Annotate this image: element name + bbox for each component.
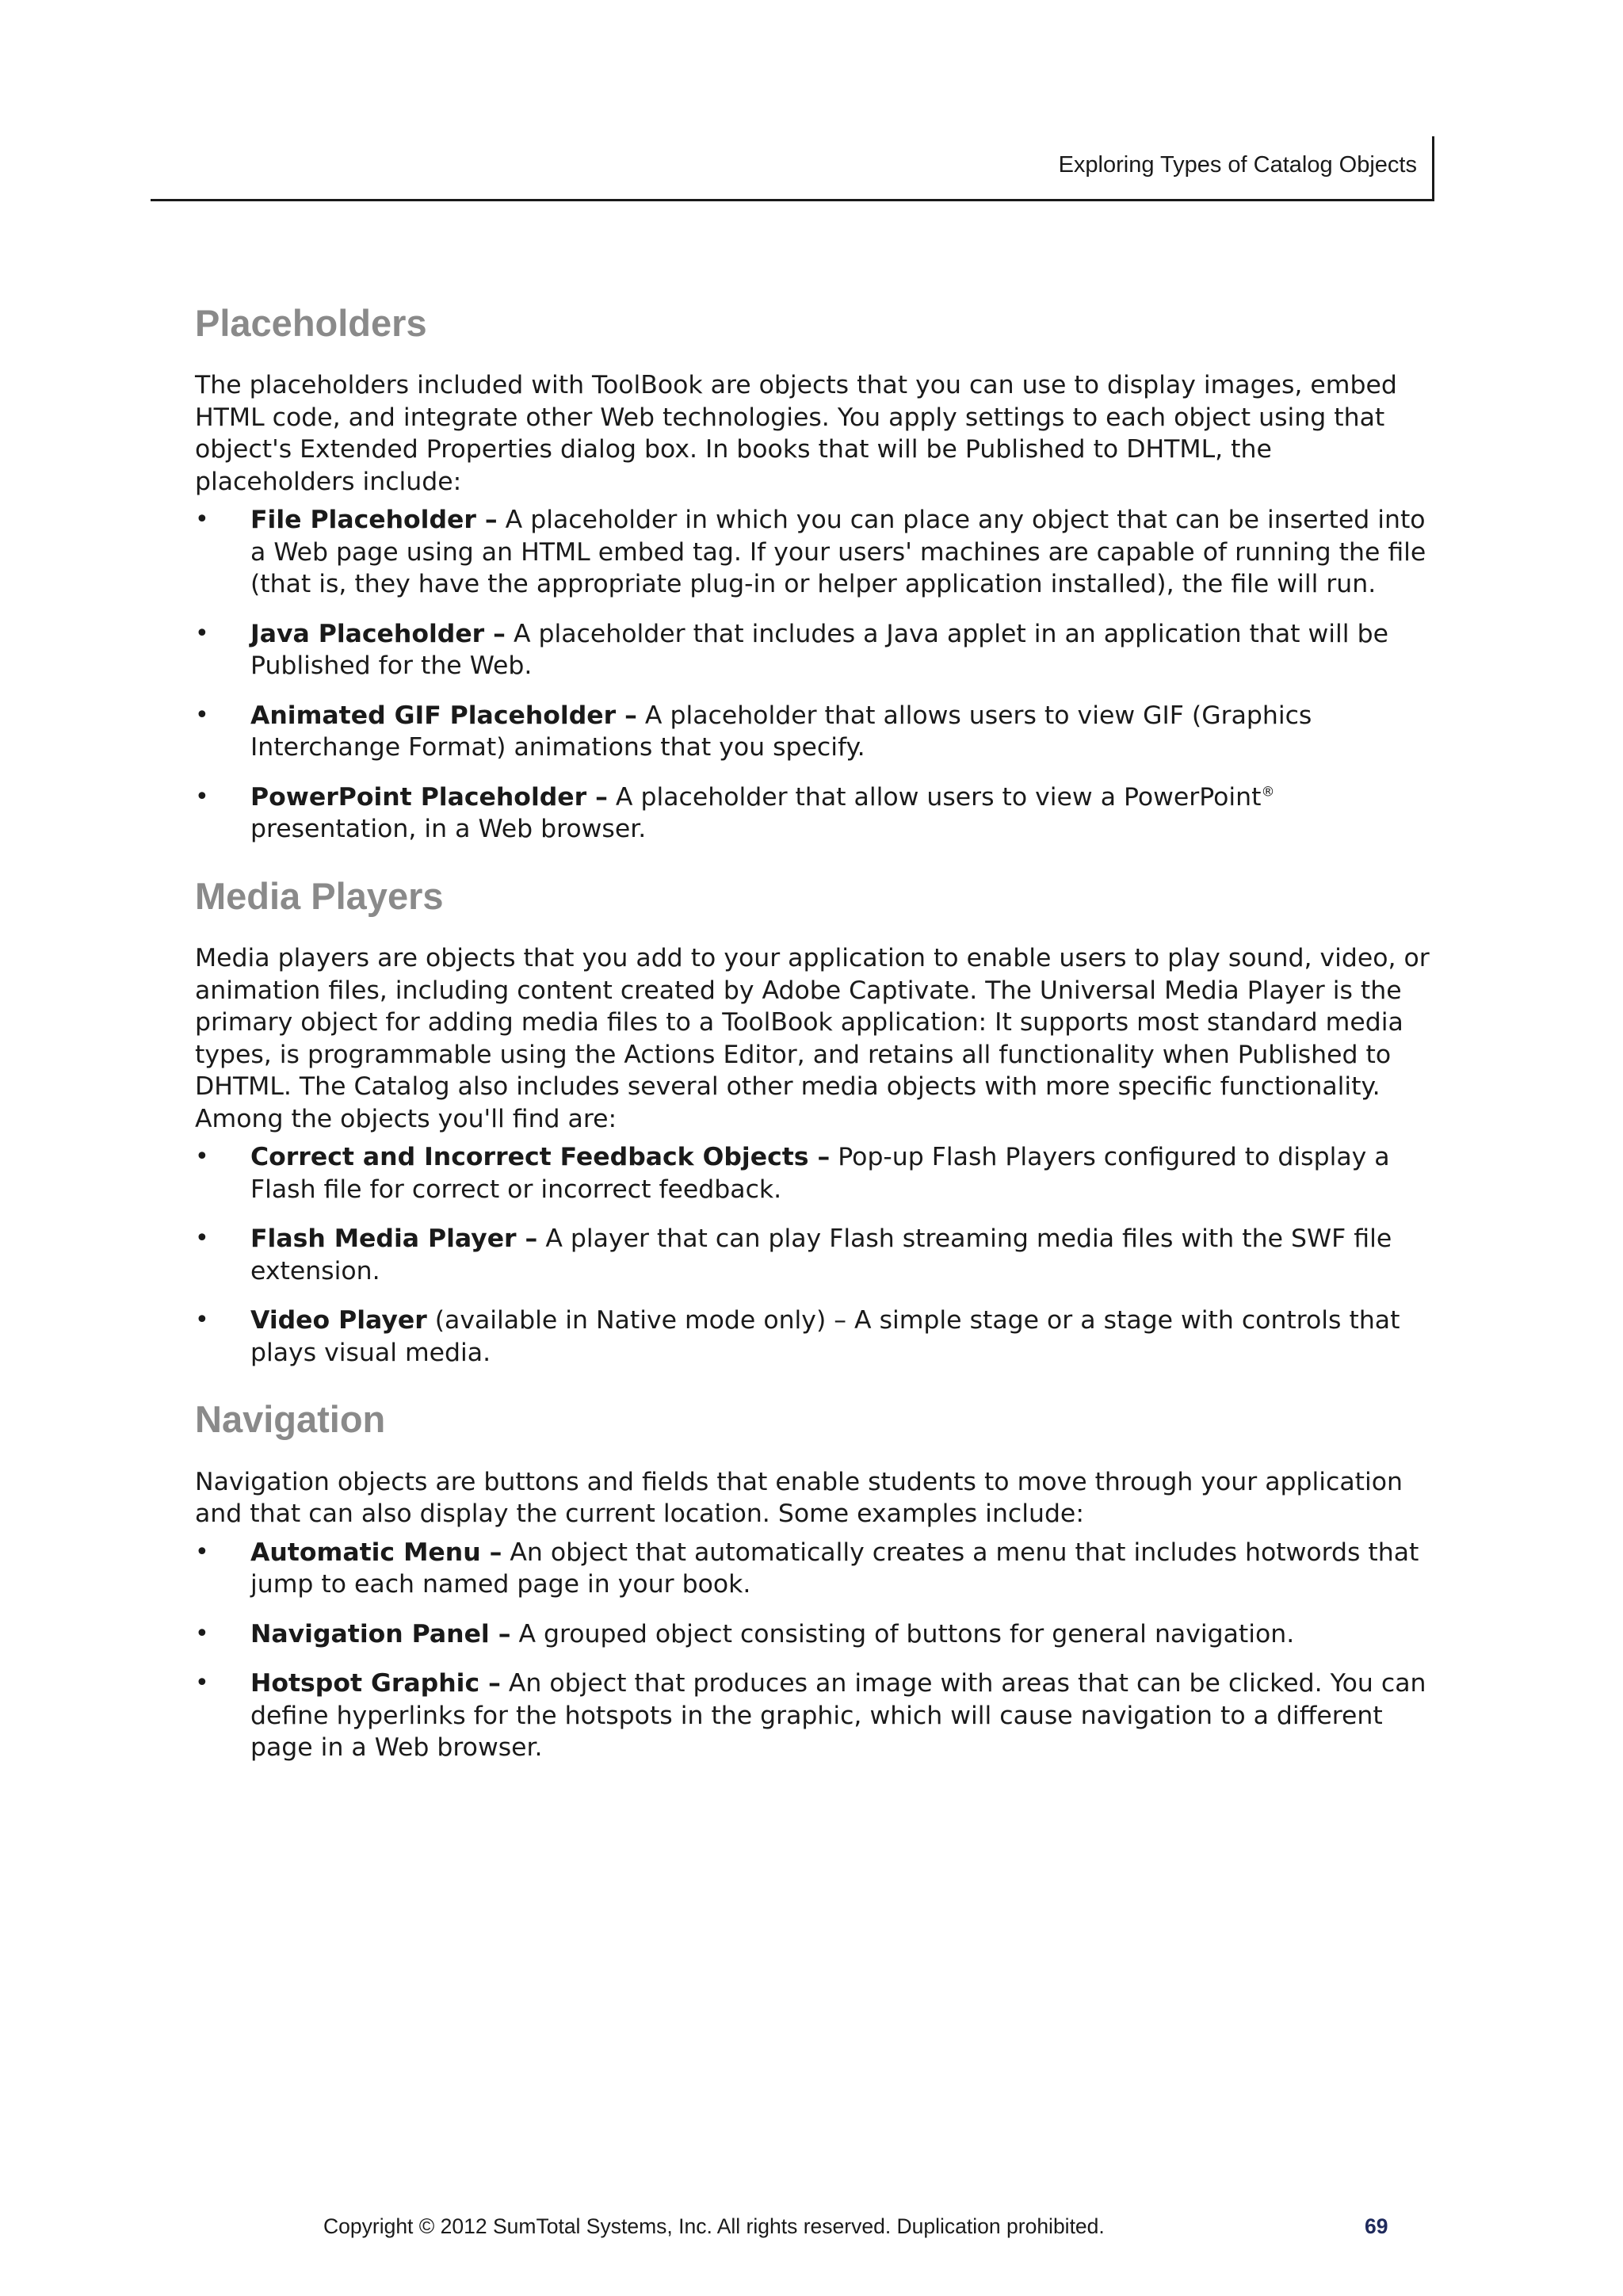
item-text: Pop-up Flash Players configured to display a Flash file for correct or incorrect feedback. [250,1143,1390,1204]
item-text: A grouped object consisting of buttons for general navigation. [510,1619,1295,1648]
section-intro: Media players are objects that you add to your application to enable users to play sound, video, or animation files, including content created by Adobe Captivate. The Universal Media Player is the primary object for adding media files to a ToolBook application: It supports most standard media types, is programmable using the Actions Editor, and retains all functionality when Published to DHTML. The Catalog also includes several other media objects with more specific functionality. Among the objects you'll find are: [195,944,1430,1133]
item-term: Flash Media Player – [250,1224,538,1254]
item-term: Animated GIF Placeholder – [250,701,637,730]
footer-copyright: Copyright © 2012 SumTotal Systems, Inc. All rights reserved. Duplication prohibited. [323,2214,1105,2238]
item-text: A player that can play Flash streaming media files with the SWF file extension. [250,1224,1392,1286]
registered-mark: ® [1261,784,1275,800]
item-term: Navigation Panel – [250,1619,511,1648]
bullet-list [195,1141,1431,1369]
section-intro: The placeholders included with ToolBook are objects that you can use to display images, embed HTML code, and integrate other Web technologies. You apply settings to each object using that object's Extended Properties dialog box. In books that will be Published to DHTML, the placeholders include: [195,371,1397,496]
list-item [195,618,1431,682]
main-content [195,301,1431,1764]
list-item [195,781,1431,846]
section-intro: Navigation objects are buttons and fields that enable students to move through your application and that can also display the current location. Some examples include: [195,1467,1403,1529]
item-term: Java Placeholder – [250,619,506,648]
item-text: A placeholder that includes a Java applet in an application that will be Published for the Web. [250,619,1388,681]
section-heading: Placeholders [195,302,427,344]
list-item [195,1223,1431,1287]
item-text: A placeholder that allow users to view a PowerPoint [607,782,1262,812]
item-text: A placeholder in which you can place any object that can be inserted into a Web page using an HTML embed tag. If your users' machines are capable of running the file (that is, they have the appropriate plug-in or helper application installed), the file will run. [250,506,1426,599]
list-item [195,1668,1431,1764]
header-vertical-rule [1432,136,1434,199]
item-term: Video Player [250,1306,427,1335]
section-placeholders [195,301,1431,846]
item-term: File Placeholder – [250,506,498,535]
bullet-list [195,1537,1431,1764]
list-item [195,504,1431,601]
section-navigation [195,1397,1431,1763]
list-item [195,700,1431,764]
item-text: (available in Native mode only) – A simple stage or a stage with controls that plays visual media. [250,1306,1400,1367]
page-number: 69 [1365,2214,1388,2238]
list-item [195,1141,1431,1205]
section-heading: Navigation [195,1398,386,1441]
bullet-list [195,504,1431,846]
item-text: An object that automatically creates a menu that includes hotwords that jump to each named page in your book. [250,1538,1419,1599]
list-item [195,1537,1431,1601]
item-text: An object that produces an image with areas that can be clicked. You can define hyperlinks for the hotspots in the graphic, which will cause navigation to a different page in a Web browser. [250,1669,1426,1763]
item-term: PowerPoint Placeholder – [250,782,608,812]
header-title: Exploring Types of Catalog Objects [1058,152,1417,178]
section-media-players [195,874,1431,1369]
item-term: Hotspot Graphic – [250,1669,501,1698]
item-text: A placeholder that allows users to view GIF (Graphics Interchange Format) animations that you specify. [250,701,1312,762]
page-header [151,136,1434,201]
list-item [195,1618,1431,1651]
item-term: Correct and Incorrect Feedback Objects – [250,1143,831,1172]
list-item [195,1305,1431,1369]
section-heading: Media Players [195,874,444,917]
item-text-continued: presentation, in a Web browser. [250,815,647,844]
item-term: Automatic Menu – [250,1538,502,1567]
